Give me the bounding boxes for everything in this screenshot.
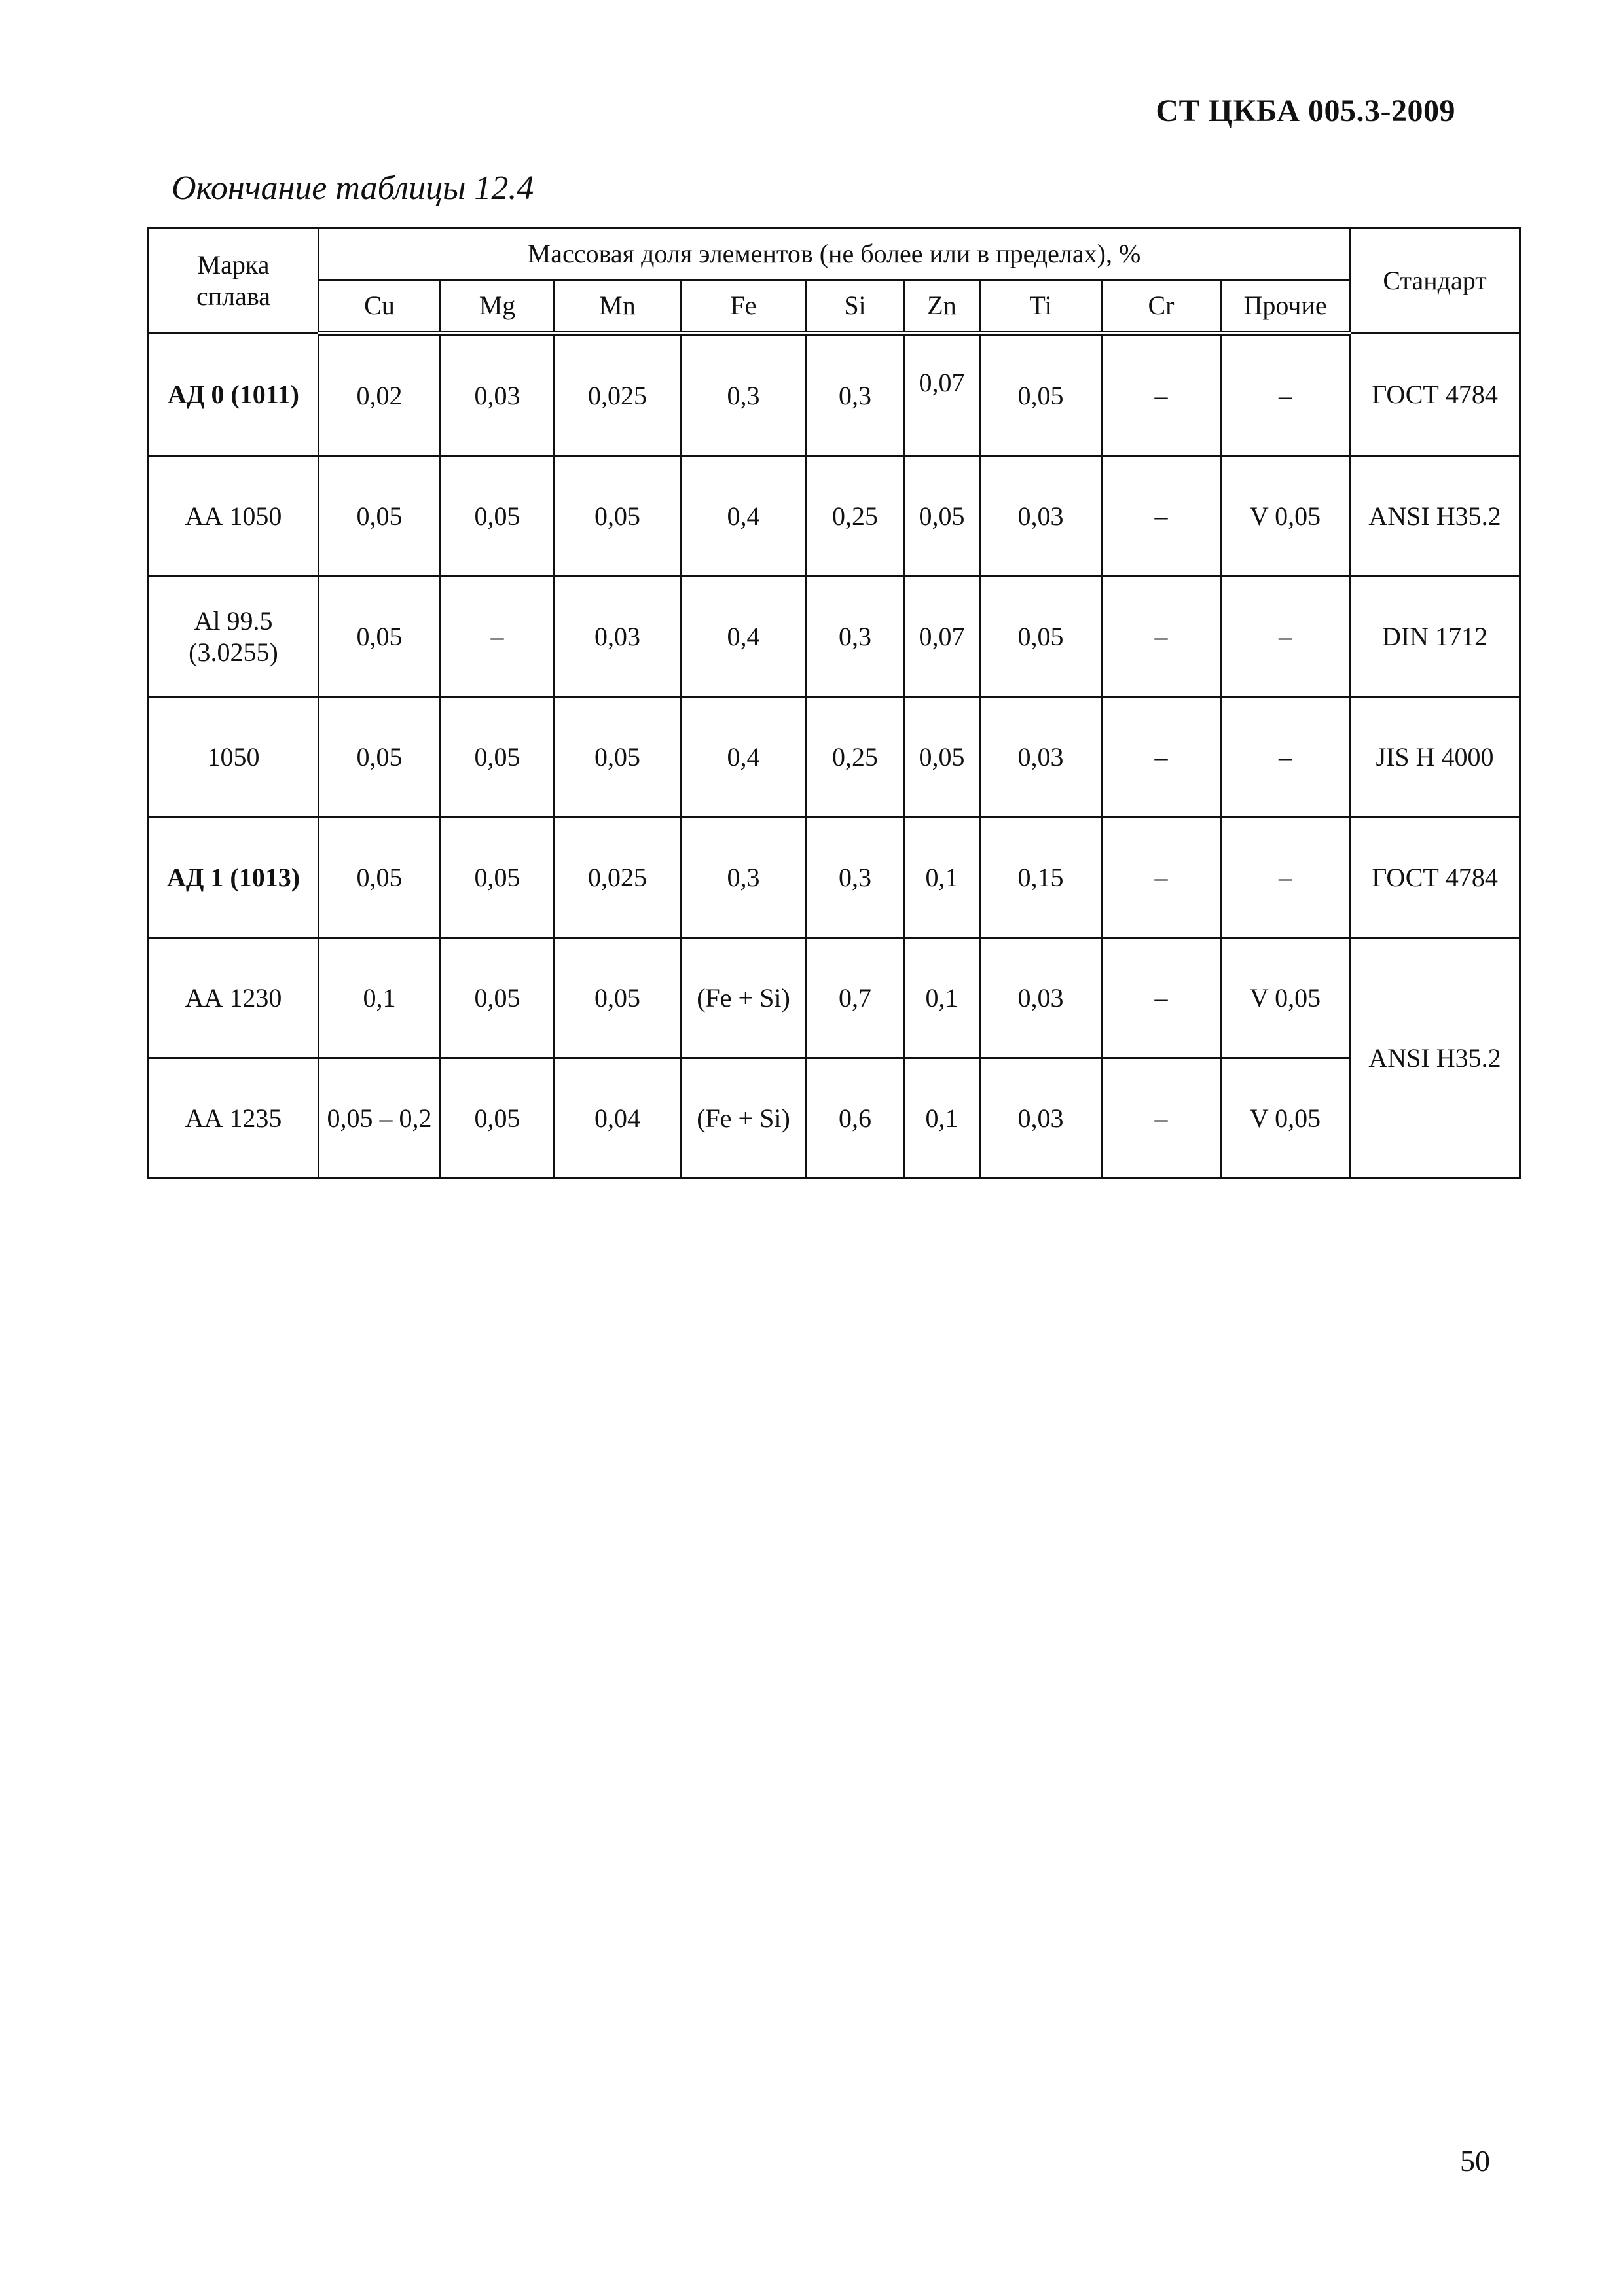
- value-cell: 0,3: [807, 817, 904, 938]
- header-element: Si: [807, 280, 904, 334]
- value-cell: 0,025: [555, 817, 681, 938]
- value-cell: –: [1102, 938, 1221, 1058]
- value-cell: 0,05: [319, 817, 441, 938]
- header-element: Mg: [441, 280, 555, 334]
- page-number: 50: [1460, 2144, 1490, 2178]
- value-cell: 0,6: [807, 1058, 904, 1179]
- value-cell: 0,03: [980, 697, 1102, 817]
- table-row: [149, 697, 1520, 817]
- table-row: [149, 1058, 1520, 1179]
- value-cell: 0,05 – 0,2: [319, 1058, 441, 1179]
- header-mass-fraction: Массовая доля элементов (не более или в пределах), %: [319, 228, 1350, 280]
- document-code: СТ ЦКБА 005.3-2009: [1156, 94, 1455, 128]
- standard-cell: ГОСТ 4784: [1350, 817, 1520, 938]
- value-cell: 0,03: [980, 1058, 1102, 1179]
- header-grade: Марка сплава: [149, 228, 319, 334]
- alloy-grade-cell: АД 1 (1013): [149, 817, 319, 938]
- value-cell: 0,4: [681, 456, 807, 577]
- header-element: Fe: [681, 280, 807, 334]
- value-cell: 0,3: [681, 817, 807, 938]
- table-row: [149, 577, 1520, 697]
- alloy-grade-cell: АД 0 (1011): [149, 334, 319, 456]
- standard-cell: ГОСТ 4784: [1350, 334, 1520, 456]
- value-cell: V 0,05: [1221, 456, 1350, 577]
- header-element: Cu: [319, 280, 441, 334]
- value-cell: 0,03: [980, 456, 1102, 577]
- value-cell: [904, 334, 980, 456]
- value-cell: –: [1102, 577, 1221, 697]
- value-cell: 0,1: [904, 938, 980, 1058]
- value-cell: 0,4: [681, 697, 807, 817]
- value-cell: 0,7: [807, 938, 904, 1058]
- value-cell: –: [441, 577, 555, 697]
- alloy-grade-cell: 1050: [149, 697, 319, 817]
- value-cell: 0,05: [555, 938, 681, 1058]
- value-cell: 0,03: [980, 938, 1102, 1058]
- value-cell: 0,05: [441, 697, 555, 817]
- value-cell: 0,05: [555, 697, 681, 817]
- value-cell: 0,1: [319, 938, 441, 1058]
- value-cell: 0,05: [904, 697, 980, 817]
- value-cell: (Fe + Si): [681, 938, 807, 1058]
- value-cell: 0,3: [807, 577, 904, 697]
- value-cell: 0,1: [904, 817, 980, 938]
- standard-cell: JIS H 4000: [1350, 697, 1520, 817]
- value-cell: –: [1102, 334, 1221, 456]
- value-cell: V 0,05: [1221, 1058, 1350, 1179]
- standard-cell: ANSI H35.2: [1350, 456, 1520, 577]
- value-cell: 0,05: [555, 456, 681, 577]
- value-cell: (Fe + Si): [681, 1058, 807, 1179]
- value-cell: 0,1: [904, 1058, 980, 1179]
- value-cell: 0,05: [319, 697, 441, 817]
- value-cell: 0,05: [441, 938, 555, 1058]
- table-caption: Окончание таблицы 12.4: [172, 170, 534, 207]
- value-text: 0,07: [919, 367, 965, 397]
- value-cell: 0,05: [441, 1058, 555, 1179]
- standard-cell: ANSI H35.2: [1350, 938, 1520, 1179]
- value-cell: 0,03: [441, 334, 555, 456]
- alloy-grade-cell: АА 1050: [149, 456, 319, 577]
- value-cell: –: [1221, 334, 1350, 456]
- value-cell: –: [1221, 577, 1350, 697]
- value-cell: 0,03: [555, 577, 681, 697]
- value-cell: 0,02: [319, 334, 441, 456]
- value-cell: 0,05: [904, 456, 980, 577]
- value-cell: –: [1221, 817, 1350, 938]
- header-element: Прочие: [1221, 280, 1350, 334]
- value-cell: 0,25: [807, 456, 904, 577]
- table-row: [149, 456, 1520, 577]
- value-cell: –: [1221, 697, 1350, 817]
- header-element: Ti: [980, 280, 1102, 334]
- value-cell: –: [1102, 1058, 1221, 1179]
- value-cell: 0,3: [681, 334, 807, 456]
- standard-cell: DIN 1712: [1350, 577, 1520, 697]
- value-cell: –: [1102, 817, 1221, 938]
- header-element: Cr: [1102, 280, 1221, 334]
- value-cell: 0,3: [807, 334, 904, 456]
- header-standard: Стандарт: [1350, 228, 1520, 334]
- table-row: [149, 817, 1520, 938]
- table-row: [149, 334, 1520, 456]
- header-element: Zn: [904, 280, 980, 334]
- value-cell: 0,05: [441, 456, 555, 577]
- value-cell: 0,15: [980, 817, 1102, 938]
- value-cell: 0,04: [555, 1058, 681, 1179]
- value-cell: 0,05: [980, 334, 1102, 456]
- value-cell: –: [1102, 456, 1221, 577]
- value-cell: 0,07: [904, 577, 980, 697]
- alloy-grade-cell: АА 1230: [149, 938, 319, 1058]
- value-cell: 0,05: [319, 456, 441, 577]
- value-cell: 0,025: [555, 334, 681, 456]
- header-element: Mn: [555, 280, 681, 334]
- value-cell: V 0,05: [1221, 938, 1350, 1058]
- alloy-composition-table: [147, 227, 1521, 1179]
- alloy-grade-cell: Al 99.5 (3.0255): [149, 577, 319, 697]
- value-cell: 0,05: [441, 817, 555, 938]
- value-cell: 0,05: [319, 577, 441, 697]
- value-cell: –: [1102, 697, 1221, 817]
- value-cell: 0,4: [681, 577, 807, 697]
- value-cell: 0,05: [980, 577, 1102, 697]
- table-row: [149, 938, 1520, 1058]
- value-cell: 0,25: [807, 697, 904, 817]
- alloy-grade-cell: АА 1235: [149, 1058, 319, 1179]
